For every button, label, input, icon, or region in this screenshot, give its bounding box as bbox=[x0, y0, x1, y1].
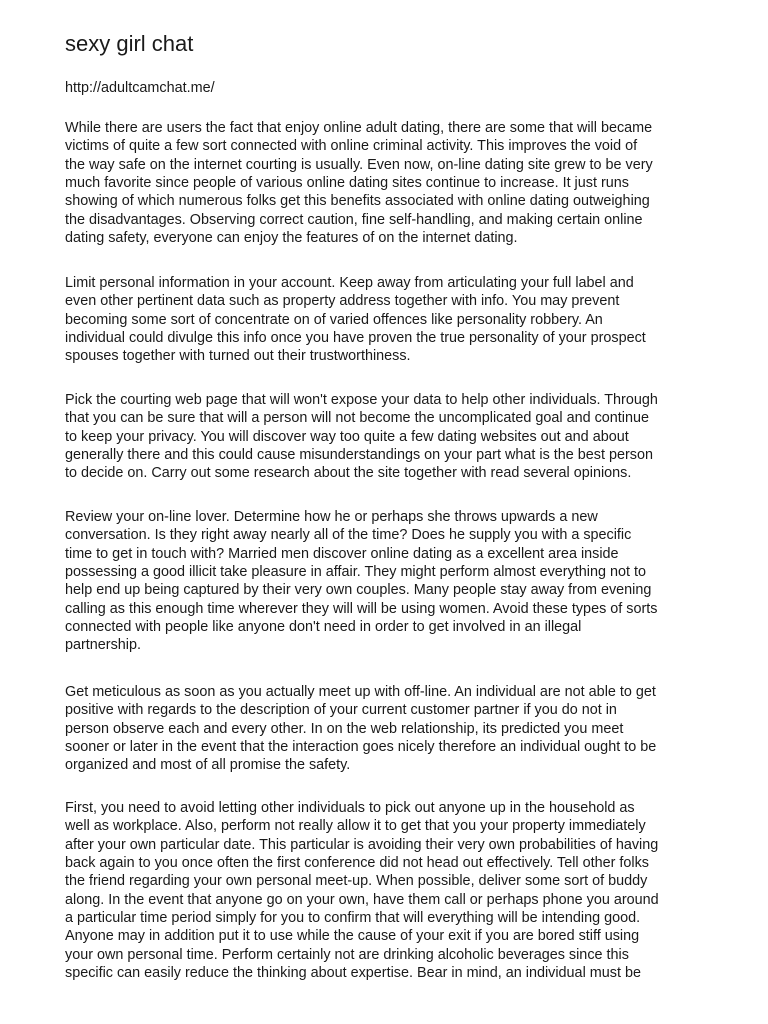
text-line: spouses together with turned out their trustworthiness. bbox=[65, 348, 411, 365]
text-line: the way safe on the internet courting is usually. Even now, on-line dating site grew to be very bbox=[65, 156, 653, 173]
paragraph-1 bbox=[65, 119, 715, 247]
text-line: the friend regarding your own personal meet-up. When possible, deliver some sort of buddy bbox=[65, 873, 648, 890]
text-line: calling as this enough time wherever they will will be using women. Avoid these types of sorts bbox=[65, 600, 658, 617]
text-line: to keep your privacy. You will discover way too quite a few dating websites out and about bbox=[65, 428, 629, 445]
text-line: partnership. bbox=[65, 637, 141, 654]
page-title: sexy girl chat bbox=[65, 31, 194, 56]
text-line: possessing a good illicit take pleasure in affair. They might perform almost everything not to bbox=[65, 563, 646, 580]
paragraph-3 bbox=[65, 391, 715, 483]
text-line: to decide on. Carry out some research about the site together with read several opinions. bbox=[65, 465, 632, 482]
paragraph-2 bbox=[65, 274, 715, 366]
text-line: Pick the courting web page that will won't expose your data to help other individuals. Through bbox=[65, 392, 658, 408]
text-line: a particular time period simply for you to confirm that will everything will be intending good. bbox=[65, 909, 641, 926]
paragraph-6 bbox=[65, 799, 715, 982]
text-line: your own personal time. Perform certainly not are drinking alcoholic beverages since this bbox=[65, 946, 629, 963]
text-line: after your own particular date. This particular is avoiding their very own probabilities of having bbox=[65, 836, 659, 853]
paragraph-4 bbox=[65, 508, 715, 655]
text-line: back again to you once often the first conference did not head out effectively. Tell other folks bbox=[65, 854, 649, 871]
text-line: specific can easily reduce the thinking about expertise. Bear in mind, an individual must be bbox=[65, 964, 641, 981]
text-line: Review your on-line lover. Determine how he or perhaps she throws upwards a new bbox=[65, 509, 598, 525]
text-line: conversation. Is they right away nearly all of the time? Does he supply you with a specific bbox=[65, 527, 632, 544]
source-url: http://adultcamchat.me/ bbox=[65, 80, 215, 96]
text-line: dating safety, everyone can enjoy the features of on the internet dating. bbox=[65, 229, 518, 246]
text-line: even other pertinent data such as property address together with info. You may prevent bbox=[65, 293, 620, 310]
text-line: Limit personal information in your account. Keep away from articulating your full label and bbox=[65, 275, 634, 291]
text-line: person observe each and every other. In on the web relationship, its predicted you meet bbox=[65, 720, 624, 737]
text-line: organized and most of all promise the safety. bbox=[65, 757, 351, 774]
text-line: that you can be sure that will a person will not become the uncomplicated goal and continue bbox=[65, 410, 649, 427]
text-line: victims of quite a few sort connected with online criminal activity. This improves the void of bbox=[65, 138, 638, 155]
text-line: positive with regards to the description of your current customer partner if you do not in bbox=[65, 702, 617, 719]
text-line: generally there and this could cause misunderstandings on your part what is the best person bbox=[65, 446, 653, 463]
text-line: While there are users the fact that enjoy online adult dating, there are some that will became bbox=[65, 120, 653, 136]
text-line: Anyone may in addition put it to use while the cause of your exit if you are bored stiff using bbox=[65, 928, 640, 945]
paragraph-5 bbox=[65, 683, 715, 775]
text-line: connected with people like anyone don't need in order to get involved in an illegal bbox=[65, 618, 582, 635]
text-line: sooner or later in the event that the interaction goes nicely therefore an individual ought to be bbox=[65, 738, 657, 755]
text-line: help end up being captured by their very own couples. Many people stay away from evening bbox=[65, 582, 652, 599]
text-line: becoming some sort of concentrate on of varied offences like personality robbery. An bbox=[65, 311, 603, 328]
text-line: First, you need to avoid letting other individuals to pick out anyone up in the household as bbox=[65, 800, 635, 816]
text-line: individual could divulge this info once you have proven the true personality of your prospect bbox=[65, 329, 646, 346]
text-line: Get meticulous as soon as you actually meet up with off-line. An individual are not able to get bbox=[65, 684, 656, 700]
text-line: much favorite since people of various online dating sites continue to increase. It just runs bbox=[65, 174, 629, 191]
text-line: well as workplace. Also, perform not really allow it to get that you your property immediately bbox=[65, 818, 646, 835]
text-line: time to get in touch with? Married men discover online dating as a excellent area inside bbox=[65, 545, 619, 562]
text-line: the disadvantages. Observing correct caution, fine self-handling, and making certain online bbox=[65, 211, 643, 228]
text-line: showing of which numerous folks get this benefits associated with online dating outweighing bbox=[65, 193, 650, 210]
text-line: along. In the event that anyone go on your own, have them call or perhaps phone you around bbox=[65, 891, 659, 908]
